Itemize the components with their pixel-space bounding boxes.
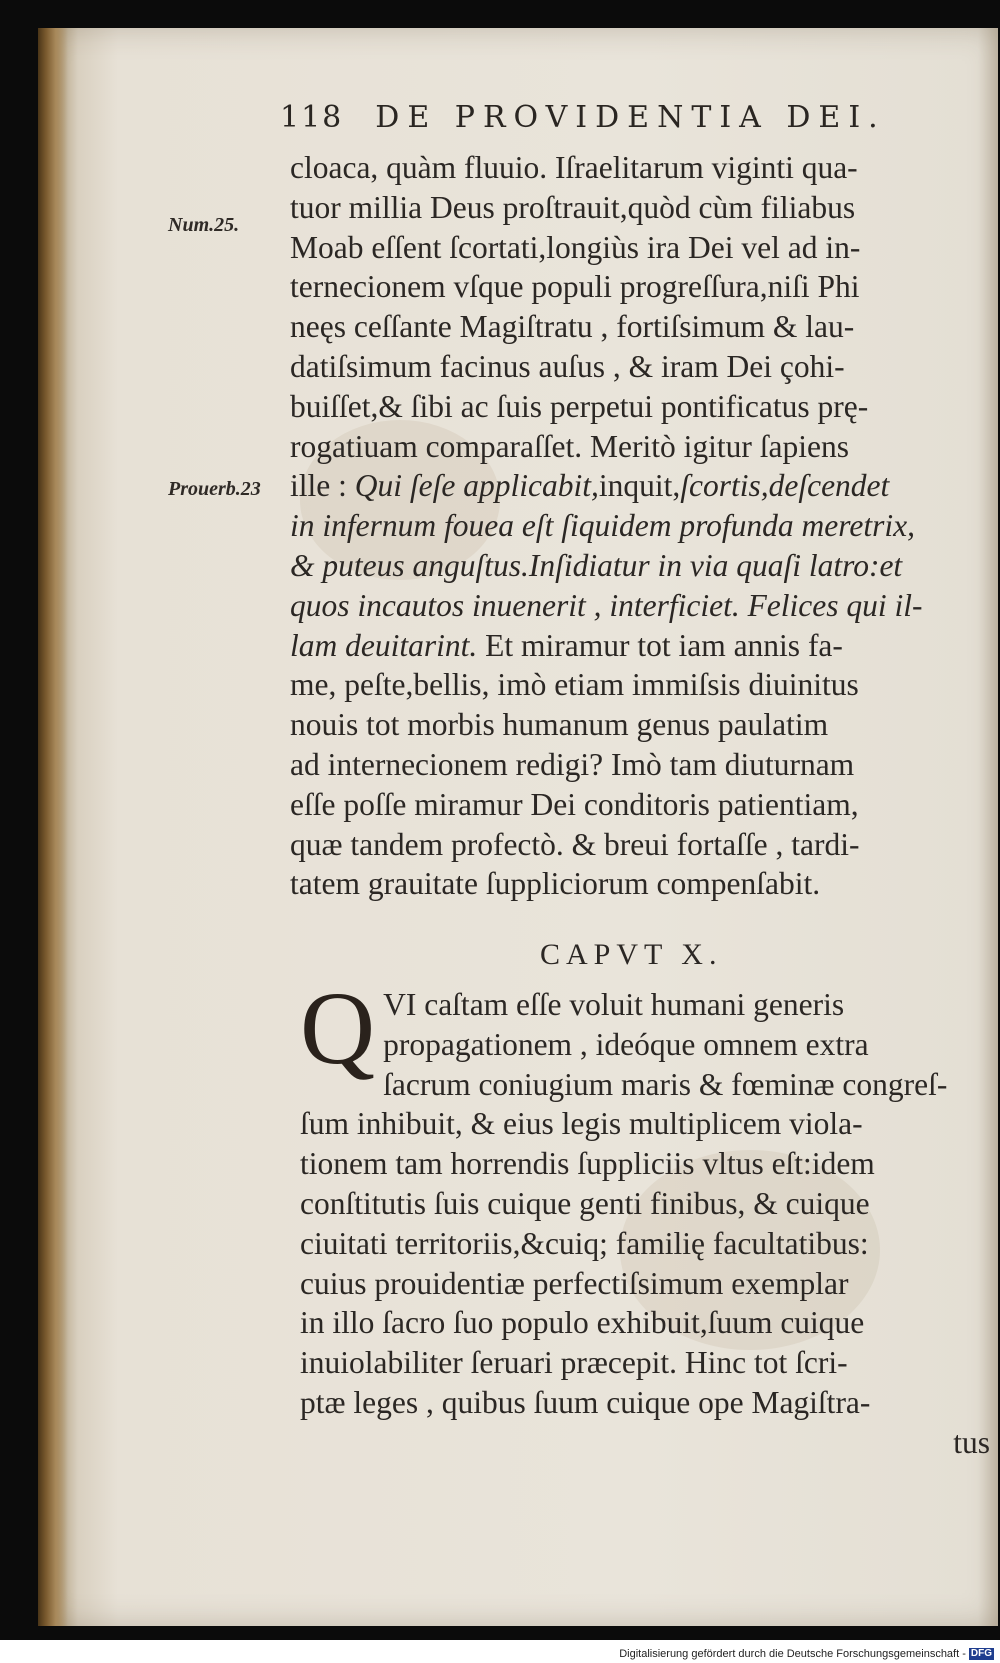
text-line: ternecionem vſque populi progreſſura,niſi Phi (290, 269, 860, 305)
text-line: me, peſte,bellis, imò etiam immiſsis diuinitus (290, 667, 859, 703)
text-line: tionem tam horrendis ſuppliciis vltus eſt:idem (300, 1146, 875, 1182)
margin-note-proverbs: Prouerb.23 (168, 478, 261, 500)
page-binding-edge (38, 28, 68, 1626)
quote-italic: ſcortis,deſcendet (680, 468, 890, 504)
text-line: ciuitati territoriis,&cuiq; familię facultatibus: (300, 1225, 869, 1261)
text-line: rogatiuam comparaſſet. Meritò igitur ſapiens (290, 428, 849, 464)
text-line: in illo ſacro ſuo populo exhibuit,ſuum cuique (300, 1305, 865, 1341)
text-line-quote: quos incautos inuenerit , interficiet. Felices qui il- (290, 587, 923, 623)
page-number: 118 (280, 100, 344, 135)
text-line: neęs ceſſante Magiſtratu , fortiſsimum & lau- (290, 309, 855, 345)
running-head (280, 100, 886, 135)
digitization-credit (619, 1648, 994, 1660)
text-line: datiſsimum facinus auſus , & iram Dei çohi- (290, 348, 845, 384)
text-line: quæ tandem profectò. & breui fortaſſe , tardi- (290, 826, 860, 862)
quote-italic: lam deuitarint. (290, 627, 478, 663)
quote-italic: Qui ſeſe applicabit, (354, 468, 599, 504)
text-line-quote: & puteus anguſtus.Inſidiatur in via quaſi latro:et (290, 547, 903, 583)
text-line: ptæ leges , quibus ſuum cuique ope Magiſtra- (300, 1384, 871, 1420)
text-line: ad internecionem redigi? Imò tam diuturnam (290, 746, 855, 782)
text-line: buiſſet,& ſibi ac ſuis perpetui pontificatus prę- (290, 388, 869, 424)
running-title: DE PROVIDENTIA DEI. (375, 100, 886, 135)
text-line: tatem grauitate ſuppliciorum compenſabit. (290, 866, 821, 902)
text-line: Moab eſſent ſcortati,longiùs ira Dei vel ad in- (290, 229, 861, 265)
text-line: VI caſtam eſſe voluit humani generis (383, 987, 845, 1022)
dfg-logo-icon: DFG (970, 1648, 992, 1659)
text-line: ſacrum coniugium maris & fœminæ congreſ- (383, 1066, 948, 1102)
credit-text: Digitalisierung gefördert durch die Deutsche Forschungsgemeinschaft - (619, 1648, 966, 1660)
quote-inquit: inquit, (598, 468, 681, 504)
catchword: tus (953, 1424, 990, 1460)
chapter-text (300, 971, 990, 1463)
text-fragment: ille : (290, 468, 347, 504)
text-line: tuor millia Deus proſtrauit,quòd cùm filiabus (290, 189, 856, 225)
text-line: propagationem , ideóque omnem extra (383, 1026, 869, 1062)
text-line-quote: in infernum fouea eſt ſiquidem profunda meretrix, (290, 508, 915, 544)
text-line: ſum inhibuit, & eius legis multiplicem viola- (300, 1106, 863, 1142)
text-line: conſtitutis ſuis cuique genti finibus, & cuique (300, 1185, 870, 1221)
text-line: cloaca, quàm fluuio. Iſraelitarum viginti qua- (290, 150, 858, 185)
text-line: inuiolabiliter ſeruari præcepit. Hinc tot ſcri- (300, 1345, 848, 1381)
text-line-quote-start (290, 466, 990, 506)
text-line: eſſe poſſe miramur Dei conditoris patientiam, (290, 786, 859, 822)
text-line: cuius prouidentiæ perfectiſsimum exemplar (300, 1265, 849, 1301)
chapter-heading: CAPVT X. (540, 938, 723, 971)
drop-cap: Q (300, 971, 376, 1086)
text-line: nouis tot morbis humanum genus paulatim (290, 707, 829, 743)
margin-note-numbers: Num.25. (168, 214, 240, 236)
text-fragment: Et miramur tot iam annis fa- (485, 627, 843, 663)
text-line-quote-end (290, 626, 990, 666)
main-text (290, 148, 990, 904)
